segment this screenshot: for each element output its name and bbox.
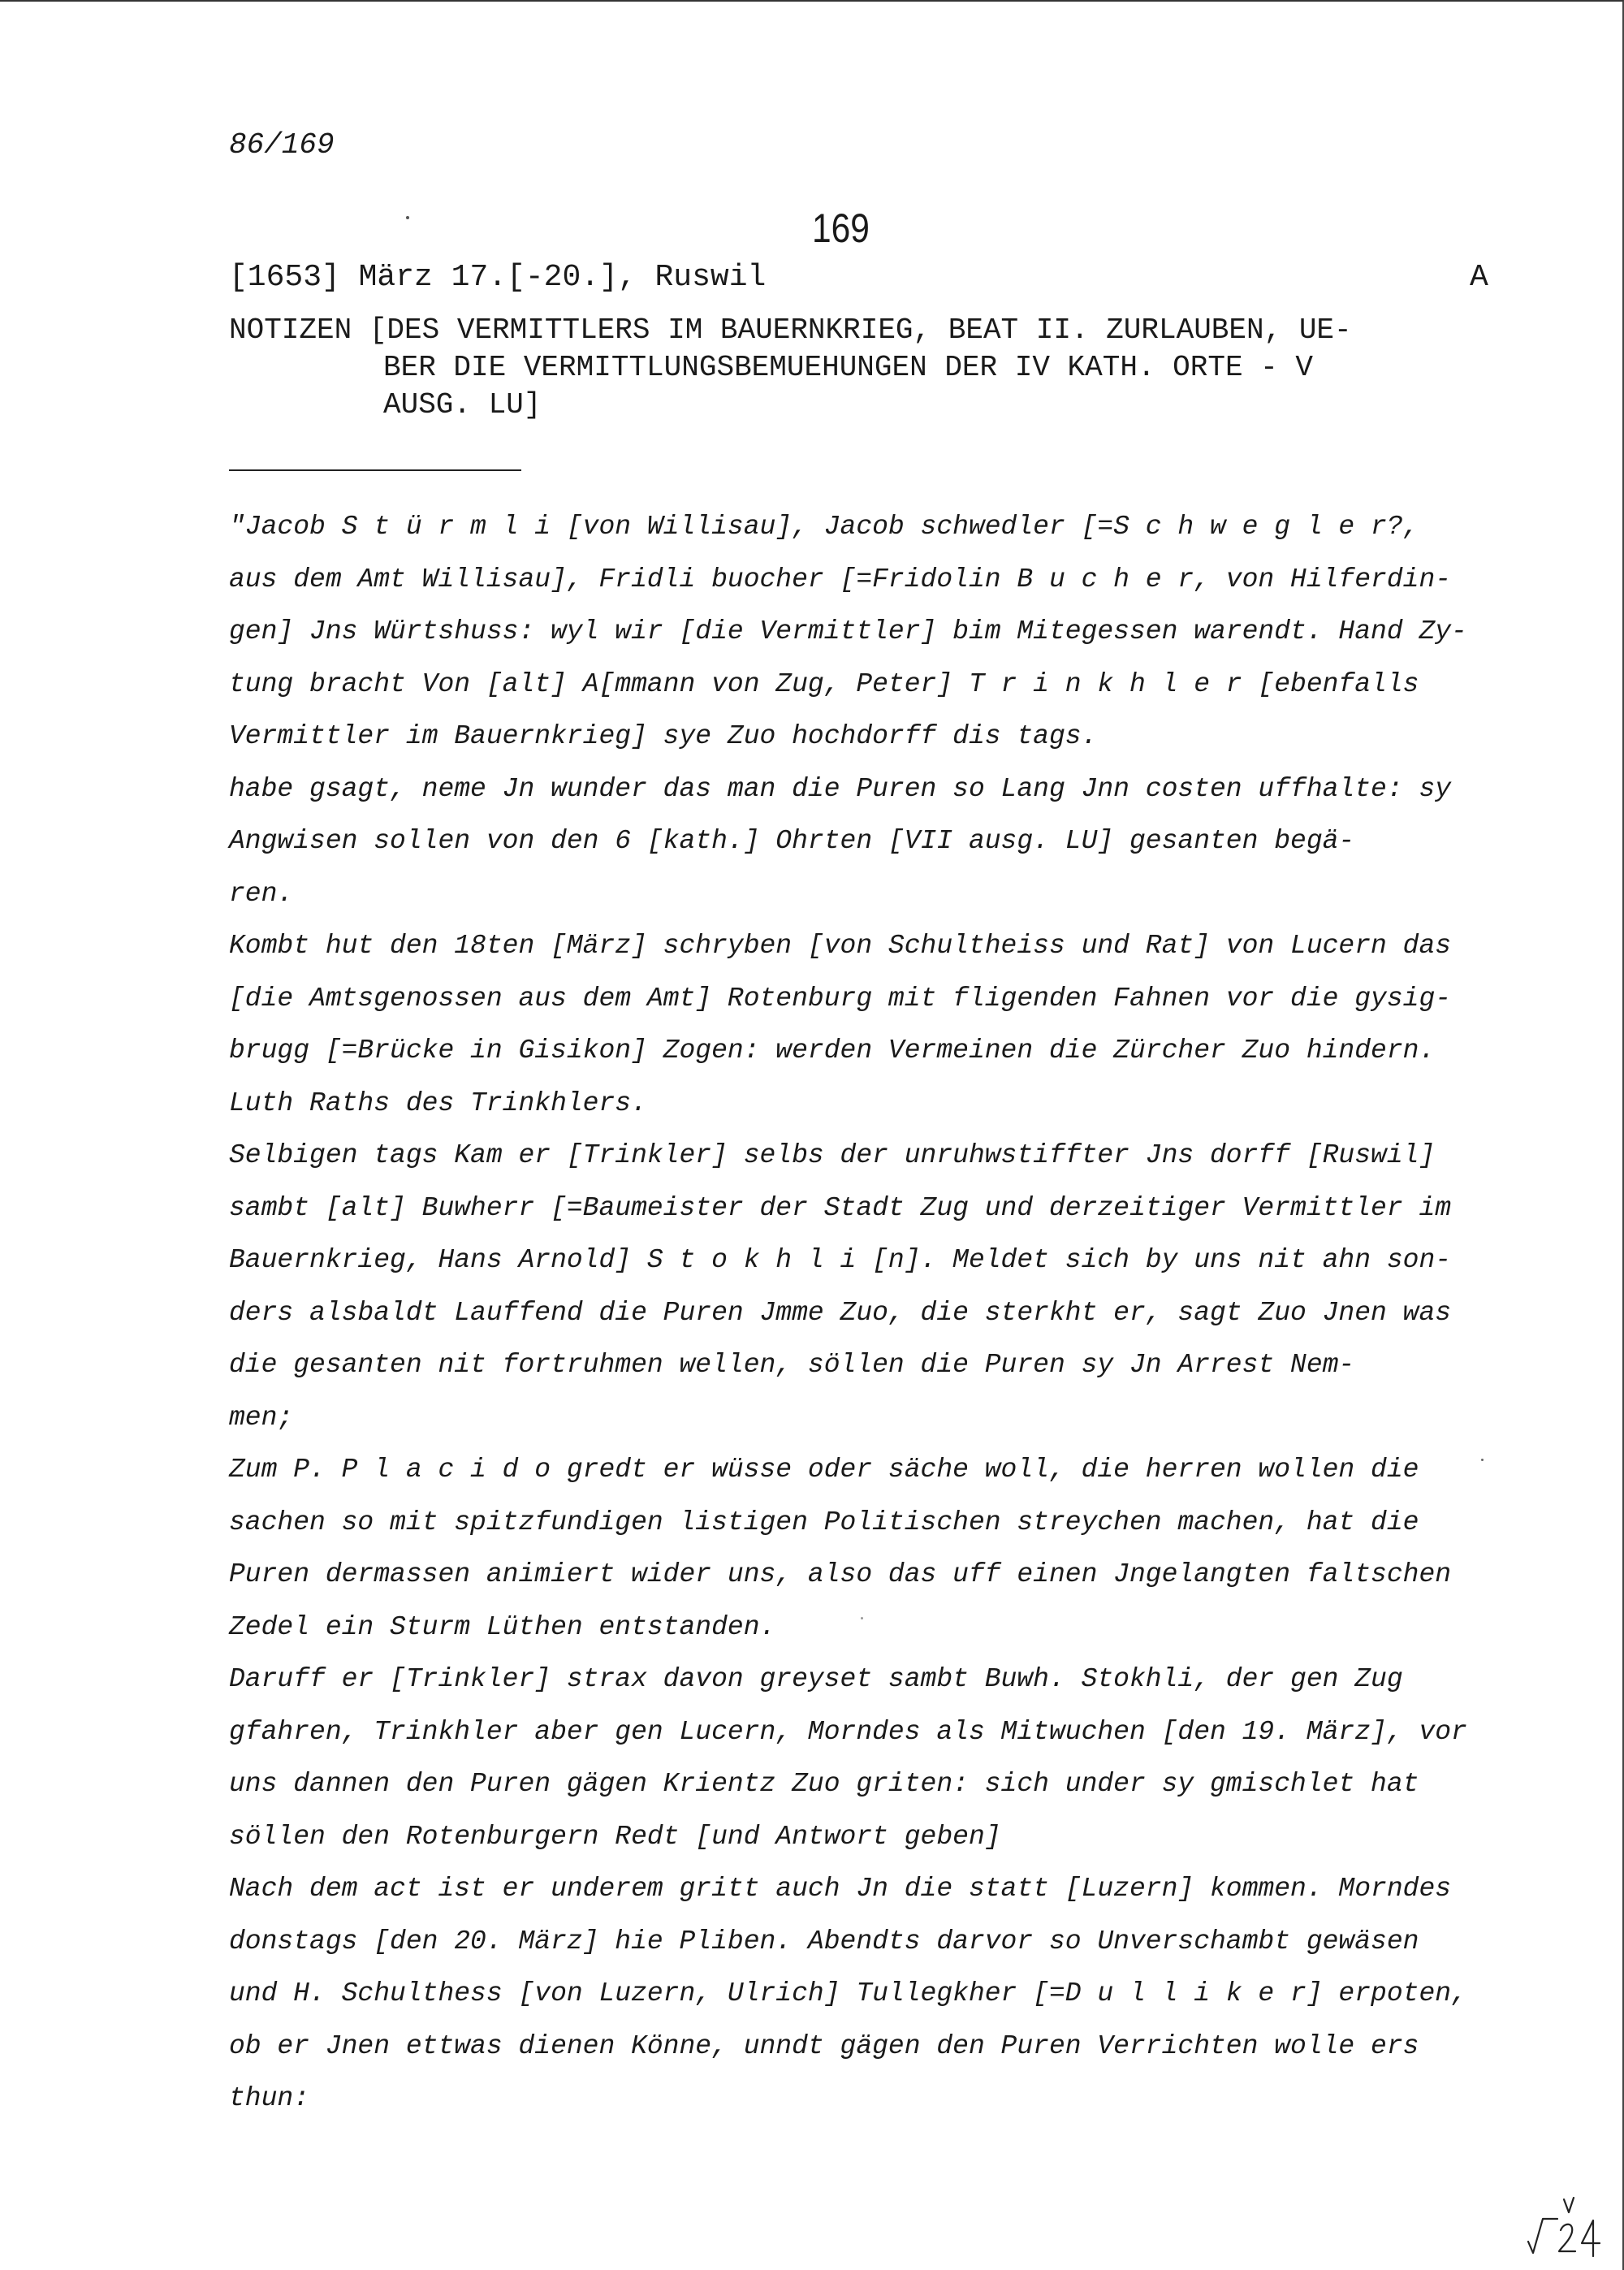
body-line: aus dem Amt Willisau], Fridli buocher [=Fridolin B u c h e r, von Hilferdin- xyxy=(229,564,1452,595)
body-line: Nach dem act ist er underem gritt auch Jn die statt [Luzern] kommen. Morndes xyxy=(229,1874,1452,1904)
body-line: sambt [alt] Buwherr [=Baumeister der Stadt Zug und derzeitiger Vermittler im xyxy=(229,1192,1452,1223)
body-line: Angwisen sollen von den 6 [kath.] Ohrten [VII ausg. LU] gesanten begä- xyxy=(229,826,1355,856)
body-line: sachen so mit spitzfundigen listigen Politischen streychen machen, hat die xyxy=(229,1507,1419,1537)
body-line: söllen den Rotenburgern Redt [und Antwort geben] xyxy=(229,1821,1001,1852)
scan-speck xyxy=(861,1617,863,1619)
body-line: Bauernkrieg, Hans Arnold] S t o k h l i [n]. Meldet sich by uns nit ahn son- xyxy=(229,1245,1452,1275)
body-line: und H. Schulthess [von Luzern, Ulrich] Tullegkher [=D u l l i k e r] erpoten, xyxy=(229,1978,1467,2008)
body-line: gen] Jns Würtshuss: wyl wir [die Vermittler] bim Mitegessen warendt. Hand Zy- xyxy=(229,616,1467,646)
body-line: die gesanten nit fortruhmen wellen, söllen die Puren sy Jn Arrest Nem- xyxy=(229,1350,1355,1380)
document-number: 169 xyxy=(812,205,870,251)
heading-line: BER DIE VERMITTLUNGSBEMUEHUNGEN DER IV KATH. ORTE - V xyxy=(383,351,1313,384)
heading-line: AUSG. LU] xyxy=(383,388,542,422)
body-line: Puren dermassen animiert wider uns, also das uff einen Jngelangten faltschen xyxy=(229,1559,1452,1589)
date-place-line: [1653] März 17.[-20.], Ruswil xyxy=(229,260,767,295)
body-line: uns dannen den Puren gägen Krientz Zuo griten: sich under sy gmischlet hat xyxy=(229,1769,1419,1799)
body-line: ob er Jnen ettwas dienen Könne, unndt gägen den Puren Verrichten wolle ers xyxy=(229,2030,1419,2061)
body-line: Zedel ein Sturm Lüthen entstanden. xyxy=(229,1611,776,1642)
body-line: [die Amtsgenossen aus dem Amt] Rotenburg mit fligenden Fahnen vor die gysig- xyxy=(229,983,1452,1014)
document-heading xyxy=(229,312,1352,424)
scan-speck xyxy=(406,216,409,219)
source-letter: A xyxy=(1470,260,1488,295)
body-line: Kombt hut den 18ten [März] schryben [von Schultheiss und Rat] von Lucern das xyxy=(229,931,1452,961)
body-line: men; xyxy=(229,1402,294,1433)
separator-rule xyxy=(229,469,521,471)
body-line: habe gsagt, neme Jn wunder das man die Puren so Lang Jnn costen uffhalte: sy xyxy=(229,773,1452,804)
body-line: tung bracht Von [alt] A[mmann von Zug, Peter] T r i n k h l e r [ebenfalls xyxy=(229,668,1419,699)
body-line: donstags [den 20. März] hie Pliben. Abendts darvor so Unverschambt gewäsen xyxy=(229,1926,1419,1957)
handwritten-checkmark-signature xyxy=(1525,2194,1606,2259)
body-line: Luth Raths des Trinkhlers. xyxy=(229,1087,647,1118)
heading-line: NOTIZEN [DES VERMITTLERS IM BAUERNKRIEG, BEAT II. ZURLAUBEN, UE- xyxy=(229,313,1352,347)
body-line: Zum P. P l a c i d o gredt er wüsse oder säche woll, die herren wollen die xyxy=(229,1455,1419,1485)
body-line: Daruff er [Trinkler] strax davon greyset sambt Buwh. Stokhli, der gen Zug xyxy=(229,1664,1403,1694)
body-line: ders alsbaldt Lauffend die Puren Jmme Zuo, die sterkht er, sagt Zuo Jnen was xyxy=(229,1297,1452,1328)
transcription-body xyxy=(229,501,1467,2125)
scan-speck xyxy=(1481,1459,1484,1461)
body-line: brugg [=Brücke in Gisikon] Zogen: werden Vermeinen die Zürcher Zuo hindern. xyxy=(229,1036,1436,1066)
body-line: Selbigen tags Kam er [Trinkler] selbs der unruhwstiffter Jns dorff [Ruswil] xyxy=(229,1140,1436,1170)
body-line: gfahren, Trinkhler aber gen Lucern, Morndes als Mitwuchen [den 19. März], vor xyxy=(229,1716,1467,1747)
body-line: ren. xyxy=(229,878,294,909)
body-line: thun: xyxy=(229,2083,310,2113)
body-line: "Jacob S t ü r m l i [von Willisau], Jacob schwedler [=S c h w e g l e r?, xyxy=(229,512,1419,542)
body-line: Vermittler im Bauernkrieg] sye Zuo hochdorff dis tags. xyxy=(229,721,1098,751)
page-reference: 86/169 xyxy=(229,128,335,162)
